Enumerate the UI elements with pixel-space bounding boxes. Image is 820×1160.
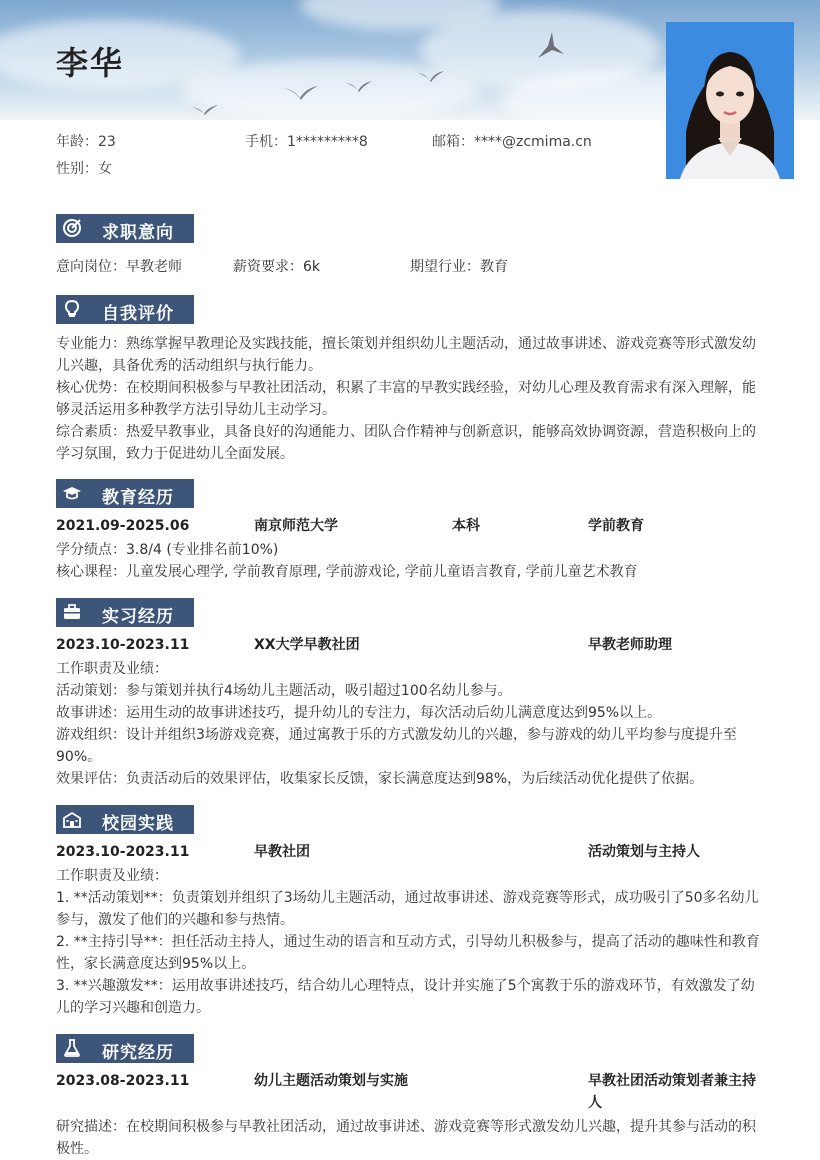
campus-period: 2023.10-2023.11 xyxy=(56,844,190,860)
edu-gpa: 学分绩点：3.8/4 (专业排名前10%) xyxy=(56,542,279,558)
intern-item: 效果评估：负责活动后的效果评估，收集家长反馈，家长满意度达到98%，为后续活动优化提供了依据。 xyxy=(56,771,704,787)
bird-icon xyxy=(284,84,318,102)
intern-item: 故事讲述：运用生动的故事讲述技巧，提升幼儿的专注力，每次活动后幼儿满意度达到95%以上。 xyxy=(56,705,662,721)
target-icon xyxy=(62,218,82,238)
campus-org: 早教社团 xyxy=(254,844,310,860)
intern-heading: 工作职责及业绩： xyxy=(56,661,168,677)
intern-period: 2023.10-2023.11 xyxy=(56,637,190,653)
bird-icon xyxy=(418,70,444,84)
intern-item: 活动策划：参与策划并执行4场幼儿主题活动，吸引超过100名幼儿参与。 xyxy=(56,683,512,699)
candidate-name: 李华 xyxy=(56,44,125,82)
age-info: 年龄：23 xyxy=(56,134,116,150)
edu-degree: 本科 xyxy=(452,518,480,534)
self-eval-item: 核心优势：在校期间积极参与早教社团活动，积累了丰富的早教实践经验，对幼儿心理及教育需求有深入理解，能够灵活运用多种教学方法引导幼儿主动学习。 xyxy=(56,380,756,418)
graduation-cap-icon xyxy=(62,483,82,503)
intent-salary: 薪资要求：6k xyxy=(233,259,321,275)
edu-school: 南京师范大学 xyxy=(254,518,338,534)
intern-role: 早教老师助理 xyxy=(588,637,672,653)
section-header-education: 教育经历 xyxy=(56,479,194,508)
lightbulb-icon xyxy=(62,299,82,319)
campus-heading: 工作职责及业绩： xyxy=(56,868,168,884)
research-role: 早教社团活动策划者兼主持人 xyxy=(588,1073,756,1111)
profile-photo xyxy=(666,22,794,179)
section-header-research: 研究经历 xyxy=(56,1034,194,1063)
campus-role: 活动策划与主持人 xyxy=(588,844,700,860)
campus-item: 3. **兴趣激发**：运用故事讲述技巧，结合幼儿心理特点，设计并实施了5个寓教于乐的游戏环节，有效激发了幼儿的学习兴趣和创造力。 xyxy=(56,978,755,1016)
flask-icon xyxy=(62,1038,82,1058)
gender-info: 性别：女 xyxy=(56,161,112,177)
bird-icon xyxy=(536,28,566,62)
self-eval-item: 专业能力：熟练掌握早教理论及实践技能，擅长策划并组织幼儿主题活动，通过故事讲述、游戏竞赛等形式激发幼儿兴趣，具备优秀的活动组织与执行能力。 xyxy=(56,336,756,374)
edu-courses: 核心课程：儿童发展心理学, 学前教育原理, 学前游戏论, 学前儿童语言教育, 学前儿童艺术教育 xyxy=(56,564,638,580)
self-eval-item: 综合素质：热爱早教事业，具备良好的沟通能力、团队合作精神与创新意识，能够高效协调资源，营造积极向上的学习氛围，致力于促进幼儿全面发展。 xyxy=(56,424,756,462)
phone-info: 手机：1*********8 xyxy=(245,134,368,150)
intern-org: XX大学早教社团 xyxy=(254,637,360,653)
intern-item: 游戏组织：设计并组织3场游戏竞赛，通过寓教于乐的方式激发幼儿的兴趣，参与游戏的幼儿平均参与度提升至90%。 xyxy=(56,727,737,765)
research-desc: 研究描述：在校期间积极参与早教社团活动，通过故事讲述、游戏竞赛等形式激发幼儿兴趣，提升其参与活动的积极性。 xyxy=(56,1119,756,1157)
research-title: 幼儿主题活动策划与实施 xyxy=(254,1073,408,1089)
section-header-internship: 实习经历 xyxy=(56,598,194,627)
campus-item: 2. **主持引导**：担任活动主持人，通过生动的语言和互动方式，引导幼儿积极参与，提高了活动的趣味性和教育性，家长满意度达到95%以上。 xyxy=(56,934,760,972)
intent-position: 意向岗位：早教老师 xyxy=(56,259,182,275)
section-header-campus: 校园实践 xyxy=(56,805,194,834)
intent-industry: 期望行业：教育 xyxy=(410,259,508,275)
briefcase-icon xyxy=(62,602,82,622)
section-header-self-eval: 自我评价 xyxy=(56,295,194,324)
bird-icon xyxy=(346,80,372,94)
school-building-icon xyxy=(62,809,82,829)
section-header-intent: 求职意向 xyxy=(56,214,194,243)
edu-major: 学前教育 xyxy=(588,518,644,534)
campus-item: 1. **活动策划**：负责策划并组织了3场幼儿主题活动，通过故事讲述、游戏竞赛等形式，成功吸引了50多名幼儿参与，激发了他们的兴趣和参与热情。 xyxy=(56,890,759,928)
bird-icon xyxy=(192,104,218,116)
research-period: 2023.08-2023.11 xyxy=(56,1073,190,1089)
edu-period: 2021.09-2025.06 xyxy=(56,518,190,534)
email-info: 邮箱：****@zcmima.cn xyxy=(432,134,592,150)
